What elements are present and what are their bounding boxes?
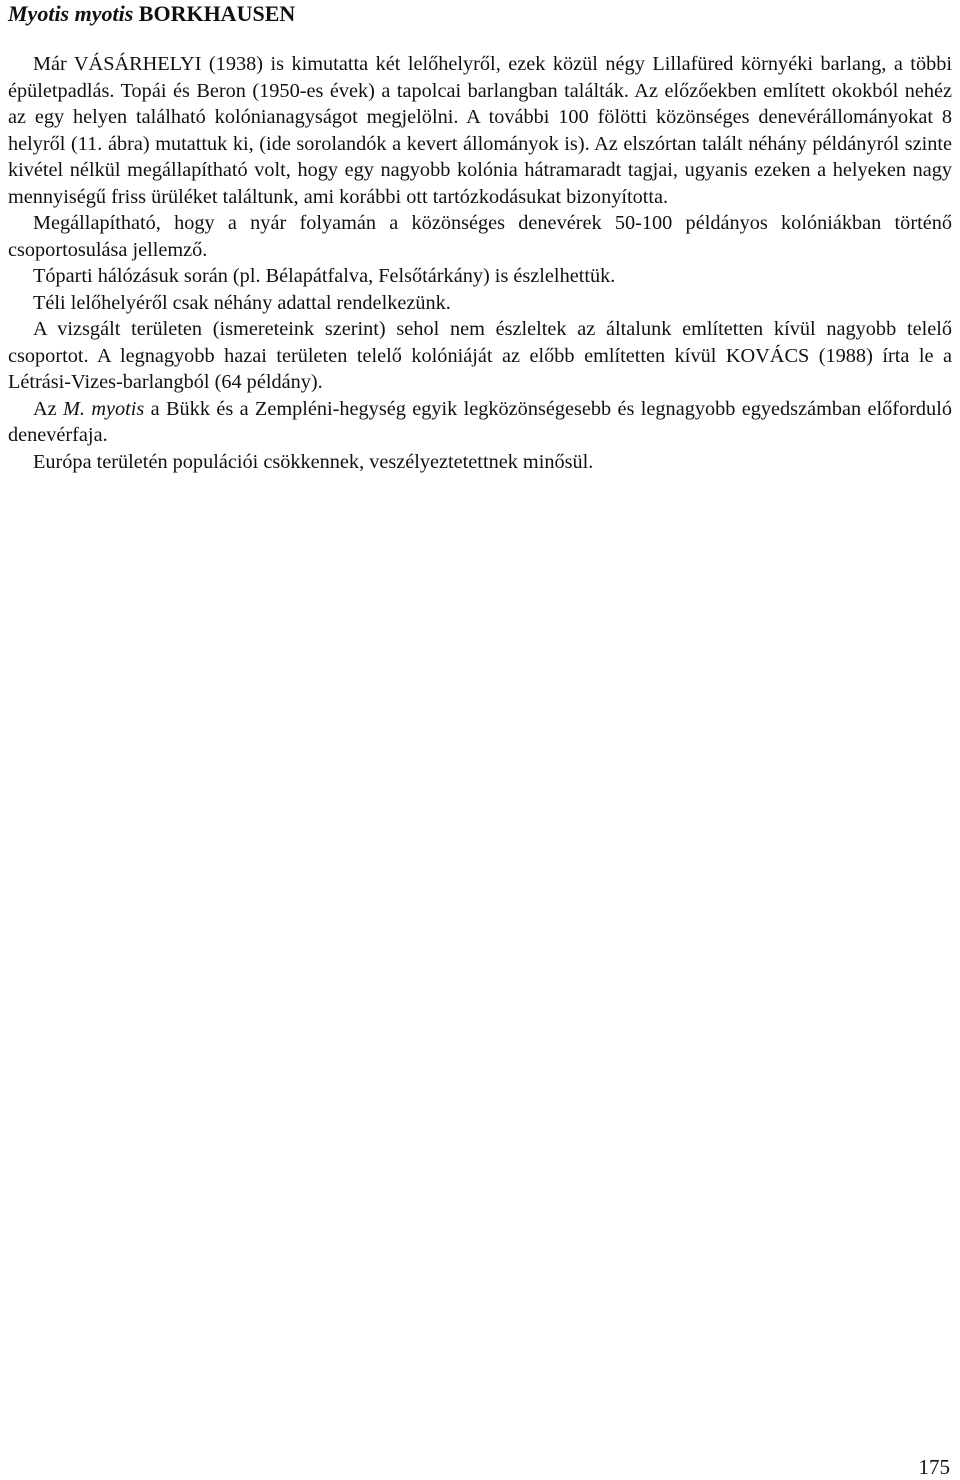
body-text [8, 51, 952, 475]
paragraph-hibernation-part-2: A legnagyobb hazai területen telelő kolóniáját az előbb említetten kívül KOVÁCS (1988) írta le a Létrási-Vizes-barlangból (64 példány). [8, 344, 952, 393]
species-name: Myotis myotis [8, 1, 134, 26]
paragraph-hibernation [8, 316, 952, 396]
paragraph-hibernation-part-1: A vizsgált területen (ismereteink szerint) sehol nem észleltek az általunk említetten kívül nagyobb telelő csoportot. [8, 318, 952, 367]
paragraph-status [8, 396, 952, 449]
document-page [8, 0, 952, 475]
paragraph-status-species: M. myotis [63, 397, 145, 420]
page-number: 175 [918, 1455, 950, 1479]
paragraph-europe: Európa területén populációi csökkennek, veszélyeztetettnek minősül. [33, 450, 594, 473]
paragraph-netting: Tóparti hálózásuk során (pl. Bélapátfalva, Felsőtárkány) is észlelhettük. [33, 265, 616, 287]
species-heading [8, 0, 952, 28]
paragraph-status-text: a Bükk és a Zempléni-hegység egyik legközönségesebb és legnagyobb egyedszámban előforduló denevérfaja. [8, 397, 952, 446]
paragraph-winter-sites: Téli lelőhelyéről csak néhány adattal rendelkezünk. [33, 291, 451, 314]
species-author: BORKHAUSEN [138, 1, 296, 26]
paragraph-distribution: Már VÁSÁRHELYI (1938) is kimutatta két lelőhelyről, ezek közül négy Lillafüred környéki barlang, a többi épületpadlás. Topái és Beron (1950-es évek) a tapolcai barlangban találták. Az előzőekben említett okokból nehéz az egy helyen található kolónianagyságot megjelölni. A további 100 fölötti közönséges denevérállományokat 8 helyről (11. ábra) mutattuk ki, (ide sorolandók a kevert állományok is). Az elszórtan talált néhány példányról szinte kivétel nélkül megállapítható volt, hogy egy nagyobb kolónia hátramaradt tagjai, ugyanis ezeken a helyeken nagy mennyiségű friss ürüléket találtunk, ami korábbi ott tartózkodásukat bizonyította. [8, 53, 952, 208]
paragraph-status-prefix: Az [33, 397, 57, 420]
paragraph-summer-colonies: Megállapítható, hogy a nyár folyamán a közönséges denevérek 50-100 példányos kolóniákban történő csoportosulása jellemző. [8, 212, 952, 261]
